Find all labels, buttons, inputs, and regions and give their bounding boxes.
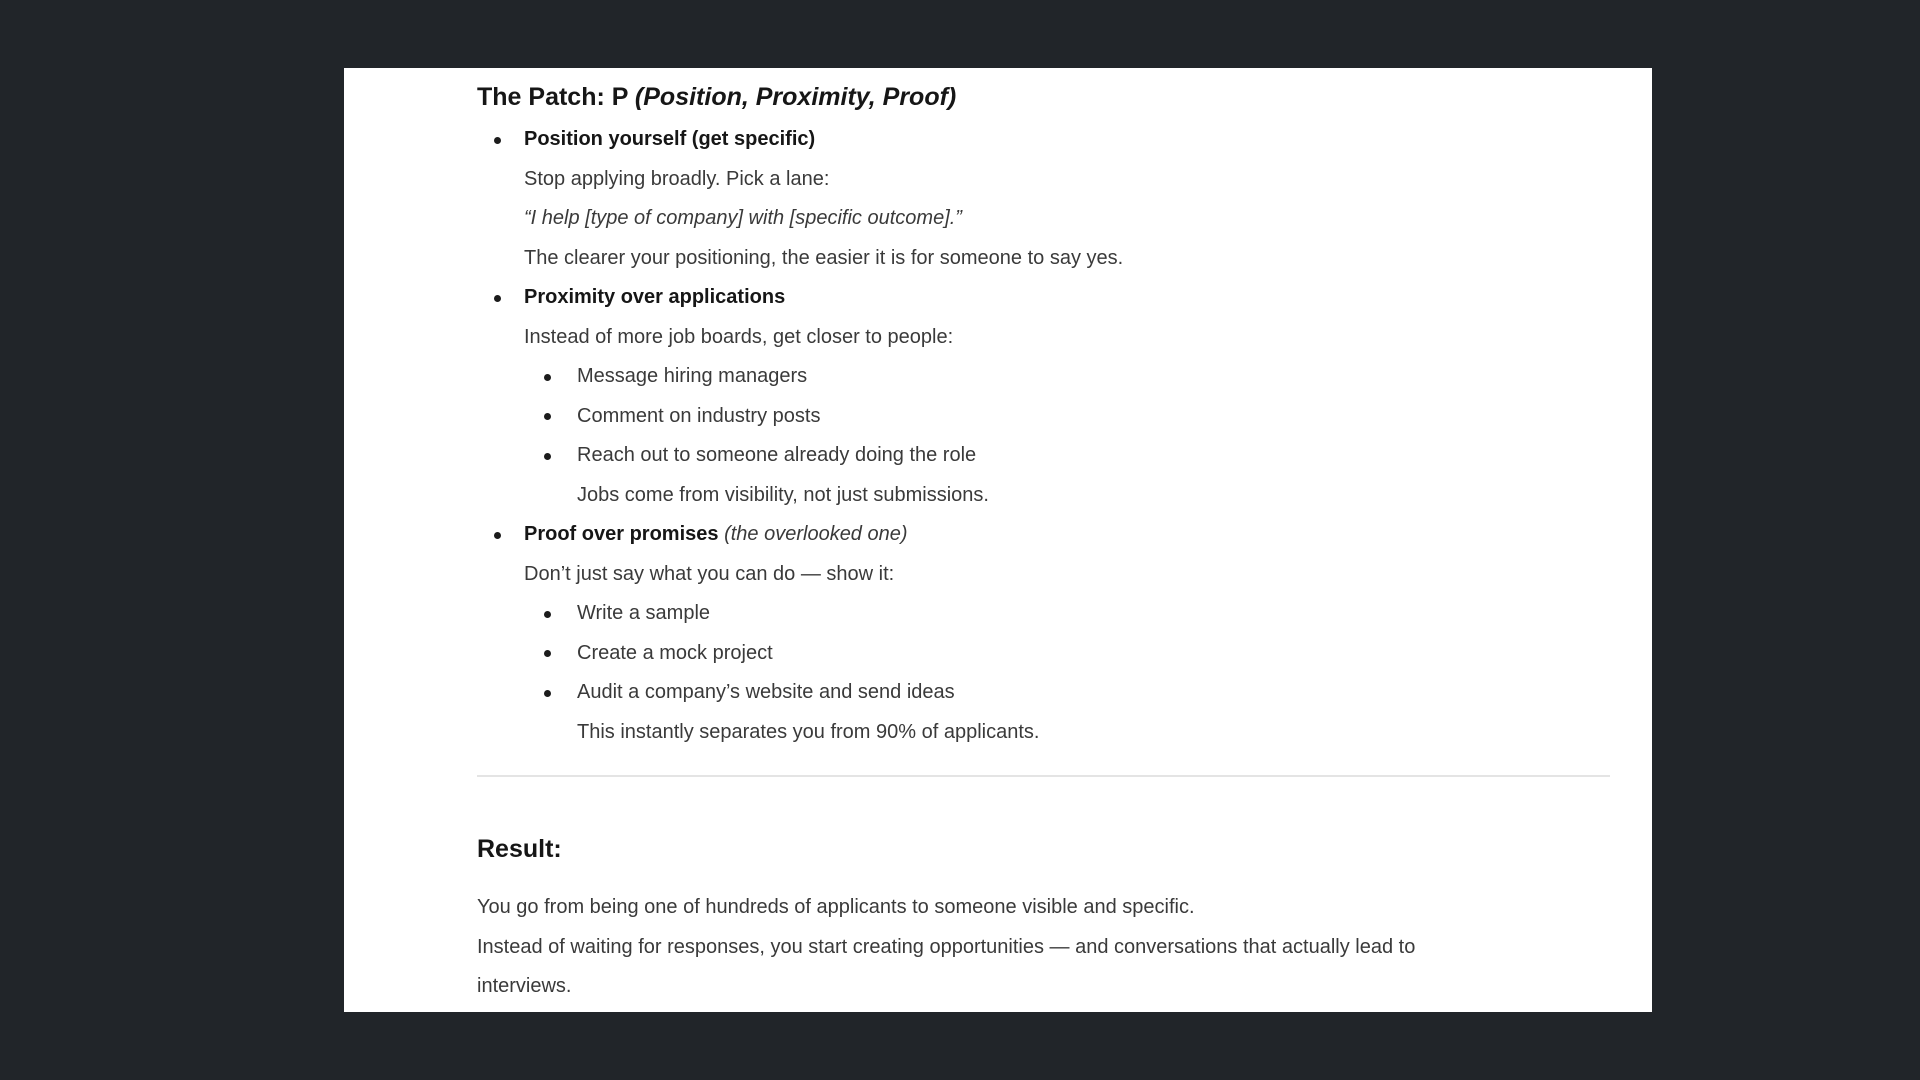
document-content — [477, 82, 1610, 1007]
list-item-heading-text: Position yourself (get specific) — [524, 128, 816, 150]
sub-list-item-text: Reach out to someone already doing the role — [577, 444, 977, 466]
sub-list-item-text: Write a sample — [577, 602, 711, 624]
result-line: interviews. — [477, 975, 572, 997]
sub-list-note — [477, 713, 1610, 753]
list-item-line-text: Instead of more job boards, get closer to people: — [524, 325, 954, 348]
list-item-line-text: Don’t just say what you can do — show it: — [524, 562, 895, 585]
section-divider — [477, 775, 1610, 777]
list-item-heading-text: Proximity over applications — [524, 286, 786, 308]
sub-list-item-text: Audit a company’s website and send ideas — [577, 681, 955, 703]
bullet-icon — [544, 650, 551, 657]
sub-list-item — [477, 673, 1610, 713]
list-item-heading-text: Proof over promises — [524, 523, 719, 545]
bullet-icon — [494, 295, 501, 302]
sub-list-item-text: Message hiring managers — [577, 365, 808, 387]
document-title-text: The Patch: P — [477, 83, 635, 111]
result-line: Instead of waiting for responses, you start creating opportunities — and conversations that actually lead to — [477, 935, 1416, 958]
list-item-quote-text: “I help [type of company] with [specific outcome].” — [524, 207, 962, 229]
document-title-italic: (Position, Proximity, Proof) — [634, 83, 957, 111]
bullet-icon — [544, 690, 551, 697]
list-item-line-text: The clearer your positioning, the easier it is for someone to say yes. — [524, 246, 1124, 269]
list-item-line — [477, 239, 1610, 279]
bullet-icon — [544, 413, 551, 420]
bullet-list — [477, 120, 1610, 752]
result-line: You go from being one of hundreds of applicants to someone visible and specific. — [477, 896, 1195, 918]
sub-list-item — [477, 397, 1610, 437]
list-item-line — [477, 199, 1610, 239]
result-heading: Result: — [477, 835, 562, 863]
list-item-line — [477, 160, 1610, 200]
bullet-icon — [494, 137, 501, 144]
result-paragraph — [477, 888, 1610, 1007]
sub-list-item — [477, 357, 1610, 397]
document-title — [477, 82, 1610, 112]
list-item-line-text: Stop applying broadly. Pick a lane: — [524, 167, 830, 190]
document-panel — [344, 68, 1652, 1012]
sub-list-item — [477, 436, 1610, 476]
list-item-heading — [477, 278, 1610, 318]
list-item-heading — [477, 515, 1610, 555]
sub-list-item — [477, 634, 1610, 674]
bullet-icon — [544, 611, 551, 618]
sub-list-note-text: Jobs come from visibility, not just submissions. — [577, 483, 989, 506]
sub-list-note — [477, 476, 1610, 516]
list-item-line — [477, 318, 1610, 358]
sub-list-note-text: This instantly separates you from 90% of applicants. — [577, 720, 1040, 743]
list-item-heading — [477, 120, 1610, 160]
bullet-icon — [544, 453, 551, 460]
list-item-line — [477, 555, 1610, 595]
sub-list-item-text: Create a mock project — [577, 641, 773, 664]
list-item-heading-italic: (the overlooked one) — [718, 523, 908, 545]
sub-list-item-text: Comment on industry posts — [577, 404, 821, 427]
bullet-icon — [544, 374, 551, 381]
sub-list-item — [477, 594, 1610, 634]
bullet-icon — [494, 532, 501, 539]
